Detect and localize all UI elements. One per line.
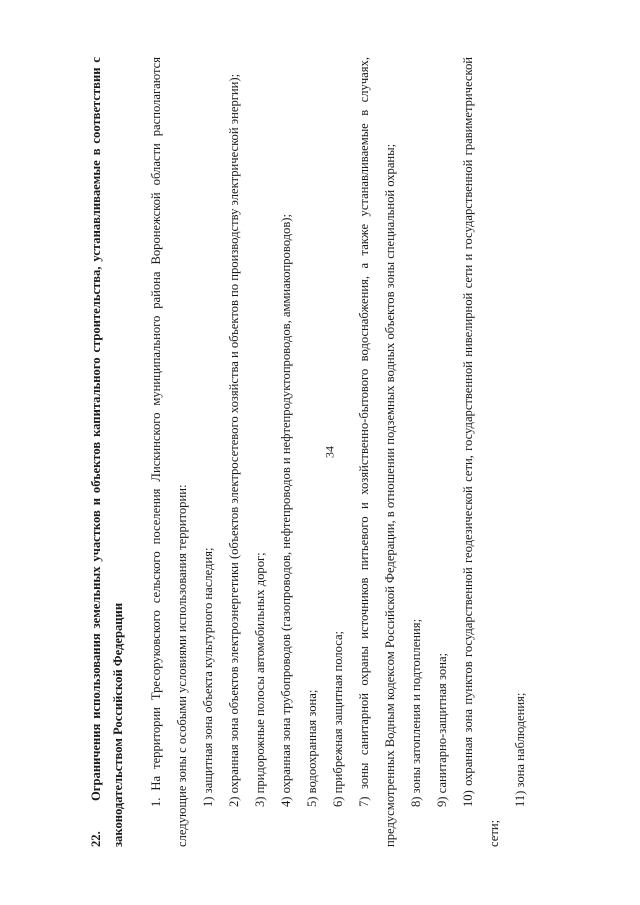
intro-paragraph: 1. На территории Тресоруковского сельского поселения Лискинского муниципального района Воронежской области располагаются следующие зоны с особыми условиями использования территории:	[149, 57, 189, 847]
list-item: 6) прибрежная защитная полоса;	[331, 630, 345, 807]
list-item: 2) охранная зона объектов электроэнергетики (объектов электросетевого хозяйства и объектов по производству электрической энергии);	[227, 73, 241, 807]
list-item: 9) санитарно-защитная зона;	[435, 652, 449, 807]
zone-list	[195, 57, 533, 847]
list-item: 1) защитная зона объекта культурного наследия;	[201, 547, 215, 807]
list-item: 11) зона наблюдения;	[513, 692, 527, 807]
document-body	[85, 57, 555, 847]
section-heading	[85, 57, 143, 847]
list-item: 4) охранная зона трубопроводов (газопроводов, нефтепроводов и нефтепродуктопроводов, аммиакопроводов);	[279, 214, 293, 807]
list-item: 3) придорожные полосы автомобильных дорог;	[253, 552, 267, 807]
list-item: 7) зоны санитарной охраны источников питьевого и хозяйственно-бытового водоснабжения, а также устанавливаемые в случаях, предусмотренных Водным кодексом Российской Федерации, в отношении подземных водных объектов зоны специальной охраны;	[357, 57, 397, 847]
list-item: 8) зоны затопления и подтопления;	[409, 618, 423, 807]
list-item: 5) водоохранная зона;	[305, 689, 319, 807]
section-title: Ограничения использования земельных участков и объектов капитального строительства, устанавливаемые в соответствии с законодательством Российской Федерации	[89, 57, 125, 847]
list-item: 10) охранная зона пунктов государственной геодезической сети, государственной нивелирной сети и государственной гравиметрической сети;	[461, 57, 501, 847]
section-number: 22.	[89, 831, 103, 847]
page-number: 34	[322, 446, 337, 458]
